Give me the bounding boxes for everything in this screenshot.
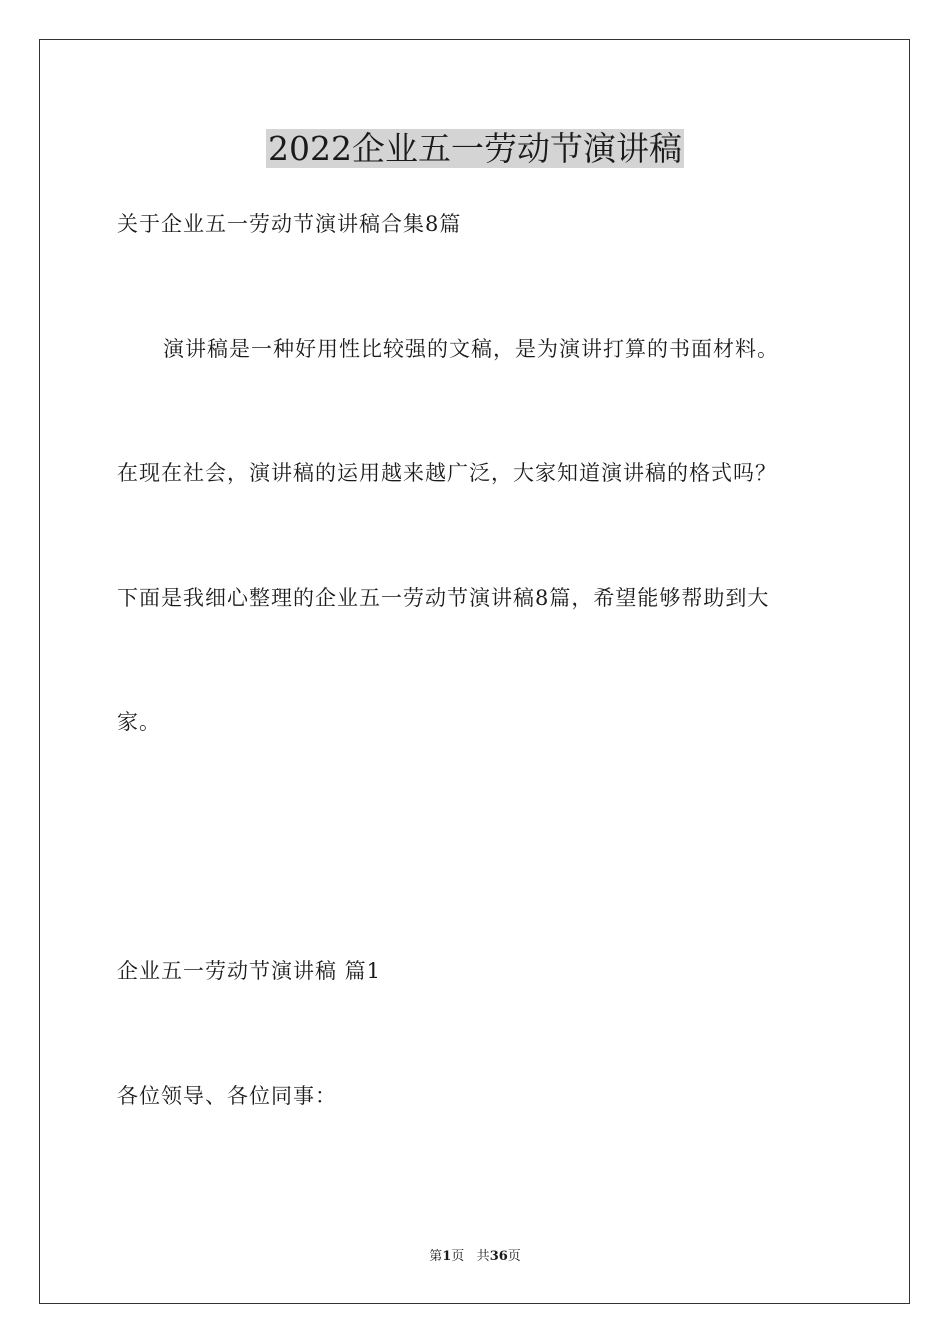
footer-total-pages: 36 [489,1249,508,1264]
footer-total-suffix: 页 [507,1249,521,1264]
page-footer [0,1248,950,1266]
intro-line-1: 演讲稿是一种好用性比较强的文稿，是为演讲打算的书面材料。 [163,337,779,361]
document-title-text: 2022企业五一劳动节演讲稿 [268,129,682,168]
footer-page-prefix: 第 [429,1249,443,1264]
section-heading: 企业五一劳动节演讲稿 篇1 [117,959,382,983]
document-subtitle: 关于企业五一劳动节演讲稿合集8篇 [117,212,462,236]
footer-page-suffix: 页 [451,1249,465,1264]
intro-line-3: 下面是我细心整理的企业五一劳动节演讲稿8篇，希望能够帮助到大 [117,586,770,610]
intro-line-2: 在现在社会，演讲稿的运用越来越广泛，大家知道演讲稿的格式吗？ [117,461,777,485]
intro-line-4: 家。 [117,710,161,734]
footer-page-number: 1 [442,1249,452,1264]
salutation: 各位领导、各位同事： [117,1084,337,1108]
document-title [0,126,950,172]
footer-total-prefix: 共 [476,1249,490,1264]
